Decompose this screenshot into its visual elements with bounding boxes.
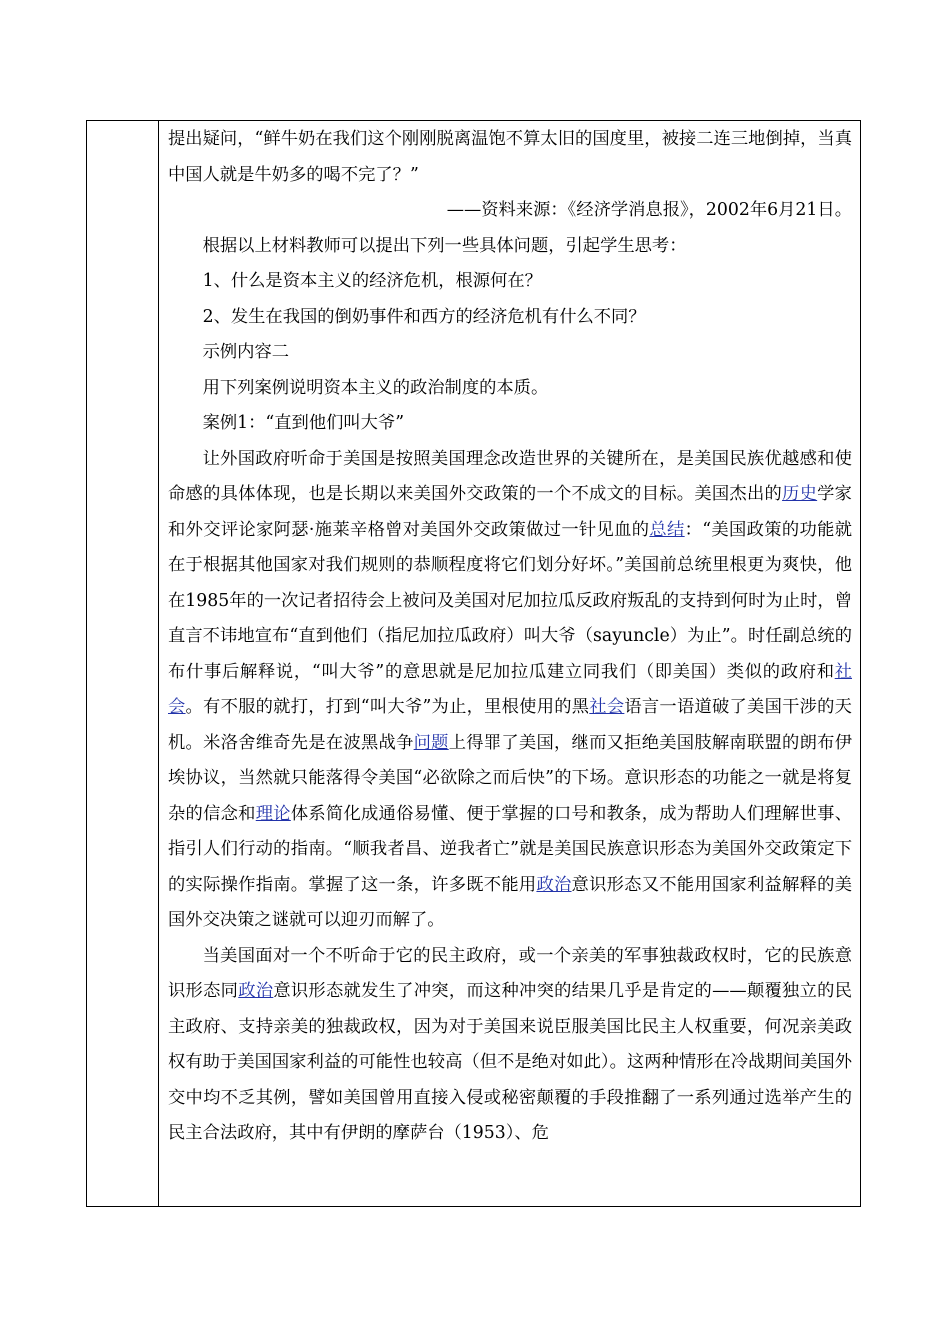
intro-quote: 提出疑问，“鲜牛奶在我们这个刚刚脱离温饱不算太旧的国度里，被接二连三地倒掉，当真中国人就是牛奶多的喝不完了？”	[168, 129, 852, 185]
link-society-2[interactable]: 社会	[589, 697, 625, 717]
intro-source: ——资料来源：《经济学消息报》，2002年6月21日。	[446, 200, 852, 220]
link-politics[interactable]: 政治	[536, 874, 572, 895]
case1-title: 案例1：“直到他们叫大爷”	[202, 413, 405, 433]
para1-text: 上得罪了美国，继而又拒绝美国肢解南联盟的朗布伊埃协议，当然就只能落得令美国“必欲除之而后快”的下场。意识形态的功能之一就是将复杂的信念和	[168, 732, 852, 824]
link-issue[interactable]: 问题	[413, 732, 449, 753]
para1-text: 。有不服的就打，打到“叫大爷”为止，里根使用的黑	[185, 697, 590, 717]
questions-lead: 根据以上材料教师可以提出下列一些具体问题，引起学生思考：	[202, 235, 687, 256]
link-society[interactable]: 社会	[168, 661, 852, 717]
para2-text: 当美国面对一个不听命于它的民主政府，或一个亲美的军事独裁政权时，它的民族意识形态同	[168, 945, 852, 1001]
question-2: 2、发生在我国的倒奶事件和西方的经济危机有什么不同？	[202, 306, 646, 327]
para1-text: 让外国政府听命于美国是按照美国理念改造世界的关键所在，是美国民族优越感和使命感的具体体现，也是长期以来美国外交政策的一个不成文的目标。美国杰出的	[168, 448, 852, 504]
link-theory[interactable]: 理论	[255, 803, 291, 824]
case1-paragraph-2	[168, 939, 852, 1152]
question-1: 1、什么是资本主义的经济危机，根源何在？	[202, 271, 542, 291]
para1-text: ：“美国政策的功能就在于根据其他国家对我们规则的恭顺程度将它们划分好坏。”美国前总统里根更为爽快，他在1985年的一次记者招待会上被问及美国对尼加拉瓜反政府叛乱的支持到何时为止时，曾直言不讳地宣布“直到他们（指尼加拉瓜政府）叫大爷（sayuncle）为止”。时任副总统的布什事后解释说，“叫大爷”的意思就是尼加拉瓜建立同我们（即美国）类似的政府和	[168, 519, 852, 682]
para2-text: 意识形态就发生了冲突，而这种冲突的结果几乎是肯定的——颠覆独立的民主政府、支持亲美的独裁政权，因为对于美国来说臣服美国比民主人权重要，何况亲美政权有助于美国国家利益的可能性也较高（但不是绝对如此）。这两种情形在冷战期间美国外交中均不乏其例，譬如美国曾用直接入侵或秘密颠覆的手段推翻了一系列通过选举产生的民主合法政府，其中有伊朗的摩萨台（1953）、危	[168, 981, 852, 1143]
link-politics-2[interactable]: 政治	[238, 981, 274, 1001]
example2-heading: 示例内容二	[202, 342, 290, 362]
content-table	[86, 120, 861, 1207]
para1-text: 学家和外交评论家阿瑟·施莱辛格曾对美国外交政策做过一针见血的	[168, 484, 852, 540]
link-history[interactable]: 历史	[782, 484, 818, 504]
table-left-column	[87, 121, 159, 1206]
para1-text: 语言一语道破了美国干涉的天机。米洛舍维奇先是在波黑战争	[168, 697, 852, 753]
para1-text: 体系简化成通俗易懂、便于掌握的口号和教条，成为帮助人们理解世事、指引人们行动的指南。“顺我者昌、逆我者亡”就是美国民族意识形态为美国外交政策定下的实际操作指南。掌握了这一条，许多既不能用	[168, 803, 852, 895]
para1-text: 意识形态又不能用国家利益解释的美国外交决策之谜就可以迎刃而解了。	[168, 874, 852, 930]
example2-description: 用下列案例说明资本主义的政治制度的本质。	[202, 377, 549, 398]
table-right-column	[168, 121, 852, 1206]
case1-paragraph	[168, 442, 852, 939]
link-summary[interactable]: 总结	[649, 519, 685, 540]
